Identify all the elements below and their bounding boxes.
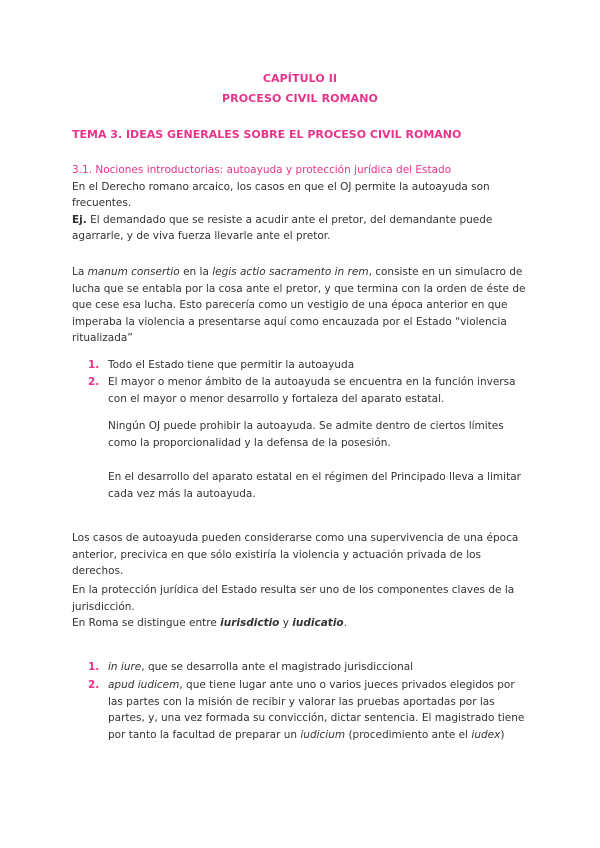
text-run: , que se desarrolla ante el magistrado jurisdiccional xyxy=(141,661,414,673)
section-1 xyxy=(72,162,532,245)
example-label: Ej. xyxy=(72,213,87,226)
italic-term: iudicium xyxy=(300,728,346,741)
list-item xyxy=(108,659,528,676)
paragraph: En el Derecho romano arcaico, los casos en que el OJ permite la autoayuda son frecuentes. xyxy=(72,180,490,209)
text-run: , consiste en un simulacro de lucha que se entabla por la cosa ante el pretor, y que termina con la orden de éste de que cese esa lucha. Esto parecería como un vestigio de una época anterior en que imperaba la violencia a presentarse aquí como encauzada por el Estado “violencia ritualizada” xyxy=(72,266,526,344)
italic-term: in iure xyxy=(108,661,142,673)
bold-italic-term: iurisdictio xyxy=(220,617,280,629)
italic-term: manum consertio xyxy=(87,266,180,278)
tema-heading: TEMA 3. IDEAS GENERALES SOBRE EL PROCESO CIVIL ROMANO xyxy=(72,128,462,141)
list-number: 1. xyxy=(88,359,100,371)
italic-term: iudex xyxy=(471,728,501,741)
section-subtitle: 3.1. Nociones introductorias: autoayuda y protección jurídica del Estado xyxy=(72,164,452,176)
paragraph: Los casos de autoayuda pueden considerarse como una supervivencia de una época anterior, precivica en que sólo existiría la violencia y actuación privada de los derechos. xyxy=(72,532,519,577)
text-run: en la xyxy=(179,266,213,278)
list-number: 2. xyxy=(88,679,100,691)
text-run: (procedimiento ante el xyxy=(345,728,472,741)
paragraph-iurisdictio xyxy=(72,615,532,632)
list-item: Todo el Estado tiene que permitir la autoayuda xyxy=(108,359,355,371)
example-text: El demandado que se resiste a acudir ante el pretor, del demandante puede agarrarle, y de viva fuerza llevarle ante el pretor. xyxy=(72,213,493,242)
paragraph: En la protección jurídica del Estado resulta ser uno de los componentes claves de la jurisdicción. xyxy=(72,584,515,613)
text-run: . xyxy=(343,617,347,629)
chapter-heading: CAPÍTULO II xyxy=(262,72,338,85)
chapter-title: PROCESO CIVIL ROMANO xyxy=(221,92,379,105)
example-paragraph xyxy=(72,212,532,245)
indented-paragraph: Ningún OJ puede prohibir la autoayuda. Se admite dentro de ciertos límites como la proporcionalidad y la defensa de la posesión. xyxy=(108,420,504,449)
list-item xyxy=(108,677,528,743)
list-item: El mayor o menor ámbito de la autoayuda se encuentra en la función inversa con el mayor o menor desarrollo y fortaleza del aparato estatal. xyxy=(108,376,516,405)
text-run: En Roma se distingue entre xyxy=(72,617,221,629)
text-run: ) xyxy=(500,728,505,741)
list-number: 2. xyxy=(88,376,100,388)
italic-term: apud iudicem xyxy=(108,679,180,691)
list-number: 1. xyxy=(88,661,100,673)
bold-italic-term: iudicatio xyxy=(292,617,344,629)
text-run: , que tiene lugar ante uno o varios jueces privados elegidos por las partes con la misión de recibir y valorar las pruebas aportadas por las partes, y, una vez formada su convicción, dictar sentencia. El magistrado tiene por tanto la facultad de preparar un xyxy=(108,679,525,741)
paragraph-manum-consertio xyxy=(72,264,532,347)
indented-paragraph: En el desarrollo del aparato estatal en el régimen del Principado lleva a limitar cada vez más la autoayuda. xyxy=(108,471,521,500)
text-run: La xyxy=(72,266,88,278)
text-run: y xyxy=(279,617,293,629)
italic-term: legis actio sacramento in rem xyxy=(212,266,369,278)
